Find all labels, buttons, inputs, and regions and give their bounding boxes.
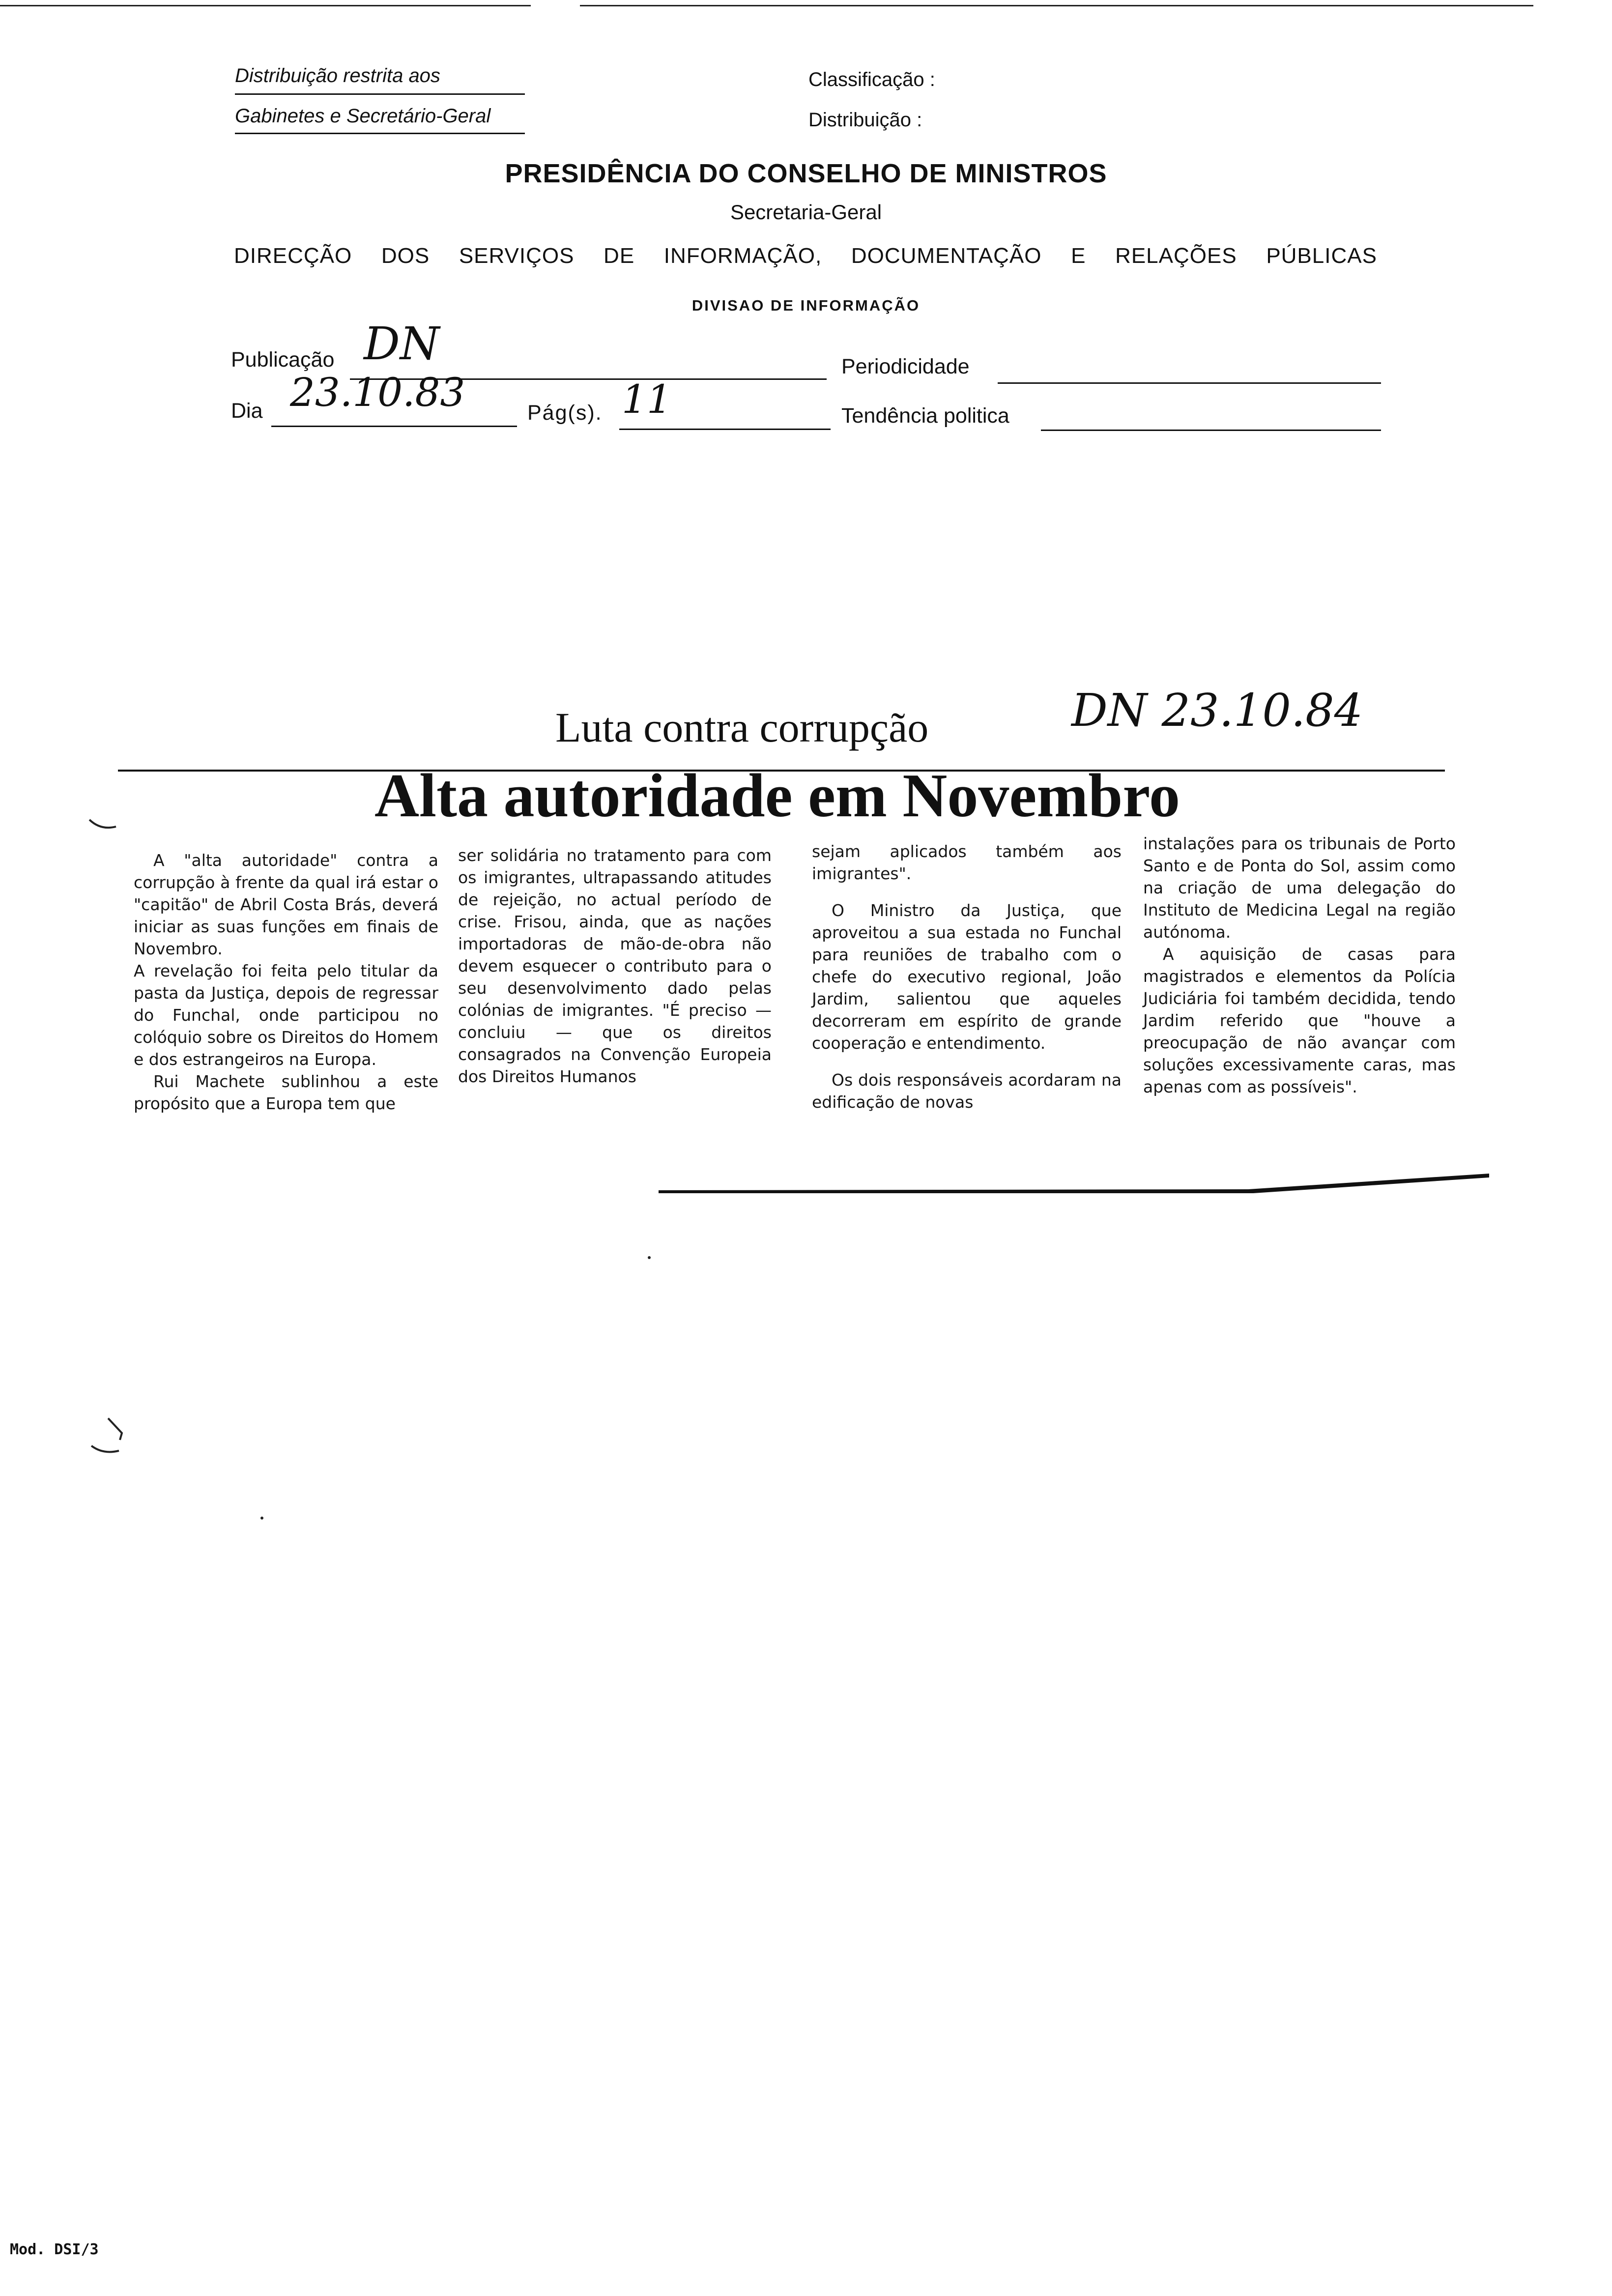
pags-underline — [619, 429, 831, 430]
directorate-word: DE — [604, 244, 635, 268]
article-paragraph: A aquisição de casas para magistrados e elementos da Polícia Judiciária foi também decidida, tendo Jardim referido que "houve a preocupação de não avançar com soluções excessivamente caras, mas apenas com as possíveis". — [1143, 945, 1456, 1096]
pags-handwritten: 11 — [622, 376, 672, 422]
publicacao-label: Publicação — [231, 348, 335, 372]
directorate-word: PÚBLICAS — [1266, 244, 1377, 268]
restricted-line-2: Gabinetes e Secretário-Geral — [235, 105, 491, 127]
article-paragraph: sejam aplicados também aos imigrantes". — [812, 842, 1122, 883]
directorate-word: INFORMAÇÃO, — [663, 244, 822, 268]
classificacao-label: Classificação : — [808, 69, 935, 90]
org-title: PRESIDÊNCIA DO CONSELHO DE MINISTROS — [505, 159, 1107, 188]
scan-mark-1 — [88, 816, 118, 835]
directorate-word: DIRECÇÃO — [234, 244, 352, 268]
clipping-bottom-rule — [659, 1165, 1489, 1194]
dia-label: Dia — [231, 399, 263, 423]
article-kicker: Luta contra corrupção — [555, 704, 929, 751]
article-paragraph: A "alta autoridade" contra a corrupção à frente da qual irá estar o "capitão" de Abril Costa Brás, deverá iniciar as suas funções em finais de Novembro. — [134, 851, 438, 958]
periodicidade-label: Periodicidade — [841, 355, 970, 378]
periodicidade-underline — [998, 382, 1381, 384]
article-paragraph: A revelação foi feita pelo titular da pasta da Justiça, depois de regressar do Funchal, onde participou no colóquio sobre os Direitos do Homem e dos estrangeiros na Europa. — [134, 961, 438, 1069]
article-paragraph: O Ministro da Justiça, que aproveitou a sua estada no Funchal para reuniões de trabalho com o chefe do executivo regional, João Jardim, salientou que aqueles decorreram em espírito de grande cooperação e entendimento. — [812, 901, 1122, 1053]
tendencia-label: Tendência politica — [841, 404, 1009, 428]
restricted-underline-2 — [235, 133, 525, 134]
division-label: DIVISAO DE INFORMAÇÃO — [691, 297, 921, 314]
article-paragraph: instalações para os tribunais de Porto Santo e de Ponta do Sol, assim como na criação de uma delegação do Instituto de Medicina Legal na região autónoma. — [1143, 834, 1456, 942]
dia-underline — [271, 426, 517, 427]
restricted-underline-1 — [235, 93, 525, 95]
scan-mark-2 — [88, 1415, 133, 1460]
tendencia-underline — [1041, 430, 1381, 431]
org-subtitle: Secretaria-Geral — [730, 201, 882, 224]
directorate-word: SERVIÇOS — [459, 244, 575, 268]
distribuicao-label: Distribuição : — [808, 109, 922, 131]
article-headline: Alta autoridade em Novembro — [374, 762, 1180, 830]
article-paragraph: Rui Machete sublinhou a este propósito que a Europa tem que — [134, 1072, 438, 1113]
article-column-1 — [134, 849, 438, 1115]
article-column-3 — [812, 840, 1122, 1113]
directorate-word: DOS — [381, 244, 430, 268]
directorate-word: DOCUMENTAÇÃO — [851, 244, 1042, 268]
dia-handwritten: 23.10.83 — [290, 370, 465, 415]
restricted-line-1: Distribuição restrita aos — [235, 65, 440, 86]
form-code: Mod. DSI/3 — [10, 2241, 99, 2258]
article-column-4 — [1143, 832, 1456, 1098]
article-paragraph: ser solidária no tratamento para com os imigrantes, ultrapassando atitudes de rejeição, no actual período de crise. Frisou, ainda, que as nações importadoras de mão-de-obra não devem esquecer o contributo para o seu desenvolvimento dado pelas colónias de imigrantes. "É preciso — concluiu — que os direitos consagrados na Convenção Europeia dos Direitos Humanos — [458, 846, 772, 1086]
top-edge-rule — [0, 5, 531, 6]
publicacao-handwritten: DN — [364, 317, 440, 370]
directorate-word: E — [1071, 244, 1086, 268]
handwritten-date-note: DN 23.10.84 — [1071, 684, 1363, 737]
article-paragraph: Os dois responsáveis acordaram na edificação de novas — [812, 1070, 1122, 1112]
scan-dot — [648, 1256, 651, 1259]
article-column-2 — [458, 844, 772, 1088]
pags-label: Pág(s). — [527, 401, 603, 425]
scan-dot — [260, 1517, 263, 1520]
directorate-line — [234, 244, 1377, 268]
directorate-word: RELAÇÕES — [1115, 244, 1237, 268]
top-edge-rule-right — [580, 5, 1533, 6]
